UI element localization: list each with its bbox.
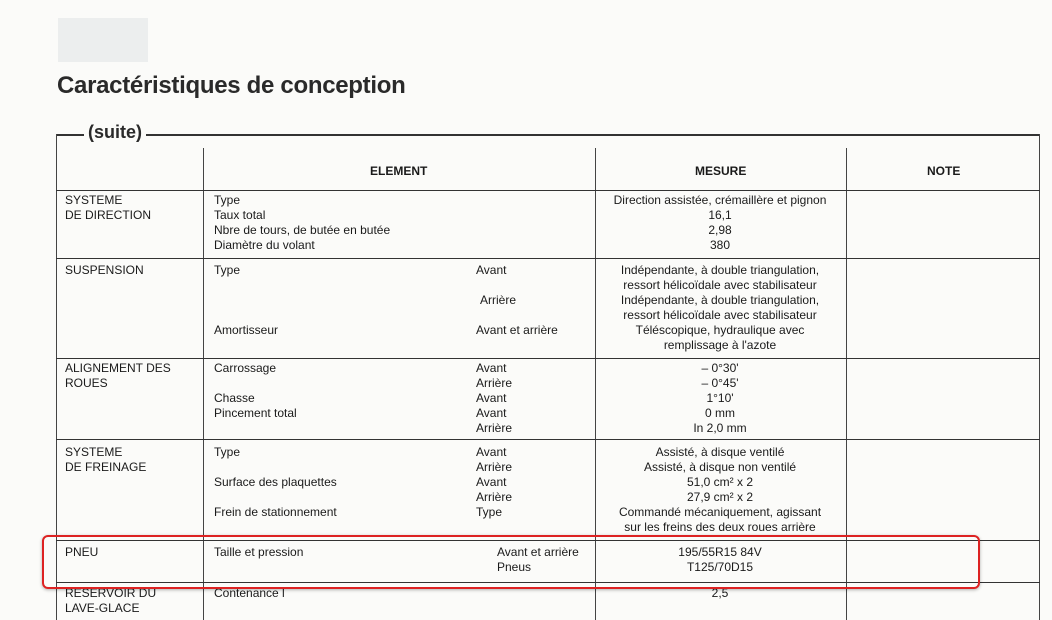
- system-name: DE DIRECTION: [65, 208, 152, 222]
- element-item: Nbre de tours, de butée en butée: [214, 223, 391, 237]
- element-position: Arrière: [476, 421, 513, 435]
- measure-value: 51,0 cm² x 2: [686, 475, 754, 489]
- element-item: Chasse: [214, 391, 255, 405]
- measure-value: Direction assistée, crémaillère et pignon: [613, 193, 827, 207]
- element-position: Avant et arrière: [476, 323, 558, 337]
- measure-value: Commandé mécaniquement, agissant: [618, 505, 822, 519]
- measure-value: – 0°30': [701, 361, 739, 375]
- element-item: Pincement total: [214, 406, 297, 420]
- element-position: Avant: [476, 406, 507, 420]
- measure-value: 195/55R15 84V: [678, 545, 762, 559]
- page-title: Caractéristiques de conception: [57, 72, 406, 99]
- measure-value: Indépendante, à double triangulation,: [620, 293, 820, 307]
- system-name: LAVE-GLACE: [65, 601, 140, 615]
- measure-value: – 0°45': [701, 376, 739, 390]
- measure-value: 16,1: [708, 208, 732, 222]
- header-note: NOTE: [927, 164, 961, 178]
- element-position: Avant: [476, 391, 507, 405]
- header-element: ELEMENT: [370, 164, 428, 178]
- element-item: Surface des plaquettes: [214, 475, 337, 489]
- measure-value: In 2,0 mm: [693, 421, 747, 435]
- measure-value: 1°10': [706, 391, 734, 405]
- element-position: Avant et arrière: [497, 545, 579, 559]
- element-position: Avant: [476, 445, 507, 459]
- system-name: DE FREINAGE: [65, 460, 147, 474]
- measure-value: Assisté, à disque non ventilé: [643, 460, 797, 474]
- element-position: Arrière: [476, 460, 513, 474]
- element-item: Frein de stationnement: [214, 505, 337, 519]
- measure-value: ressort hélicoïdale avec stabilisateur: [623, 308, 817, 322]
- measure-value: Indépendante, à double triangulation,: [620, 263, 820, 277]
- element-item: Amortisseur: [214, 323, 279, 337]
- element-item: Type: [214, 263, 241, 277]
- element-item: Type: [214, 193, 241, 207]
- element-item: Diamètre du volant: [214, 238, 315, 252]
- measure-value: 2,5: [711, 586, 729, 600]
- element-item: Taille et pression: [214, 545, 304, 559]
- system-name: ALIGNEMENT DES: [65, 361, 171, 375]
- element-position: Type: [476, 505, 503, 519]
- element-position: Pneus: [497, 560, 532, 574]
- system-name: SYSTEME: [65, 445, 123, 459]
- header-mesure: MESURE: [695, 164, 747, 178]
- system-name: ROUES: [65, 376, 108, 390]
- measure-value: 0 mm: [705, 406, 735, 420]
- element-item: Contenance l: [214, 586, 285, 600]
- element-item: Carrossage: [214, 361, 277, 375]
- system-name: SYSTEME: [65, 193, 123, 207]
- measure-value: remplissage à l'azote: [663, 338, 777, 352]
- measure-value: 2,98: [708, 223, 732, 237]
- system-name: RESERVOIR DU: [65, 586, 157, 600]
- measure-value: 27,9 cm² x 2: [686, 490, 754, 504]
- element-position: Avant: [476, 475, 507, 489]
- section-subtitle: (suite): [84, 122, 146, 143]
- element-position: Arrière: [476, 376, 513, 390]
- measure-value: Assisté, à disque ventilé: [655, 445, 785, 459]
- element-position: Avant: [476, 361, 507, 375]
- system-name: SUSPENSION: [65, 263, 144, 277]
- element-item: Taux total: [214, 208, 266, 222]
- element-position: Arrière: [480, 293, 517, 307]
- measure-value: sur les freins des deux roues arrière: [624, 520, 816, 534]
- element-position: Arrière: [476, 490, 513, 504]
- element-item: Type: [214, 445, 241, 459]
- scan-bleed-through: [58, 18, 148, 62]
- highlight-box: [42, 535, 980, 589]
- system-name: PNEU: [65, 545, 99, 559]
- element-position: Avant: [476, 263, 507, 277]
- measure-value: ressort hélicoïdale avec stabilisateur: [623, 278, 817, 292]
- section-rule: [56, 134, 1040, 136]
- measure-value: T125/70D15: [686, 560, 754, 574]
- measure-value: 380: [709, 238, 731, 252]
- measure-value: Téléscopique, hydraulique avec: [635, 323, 805, 337]
